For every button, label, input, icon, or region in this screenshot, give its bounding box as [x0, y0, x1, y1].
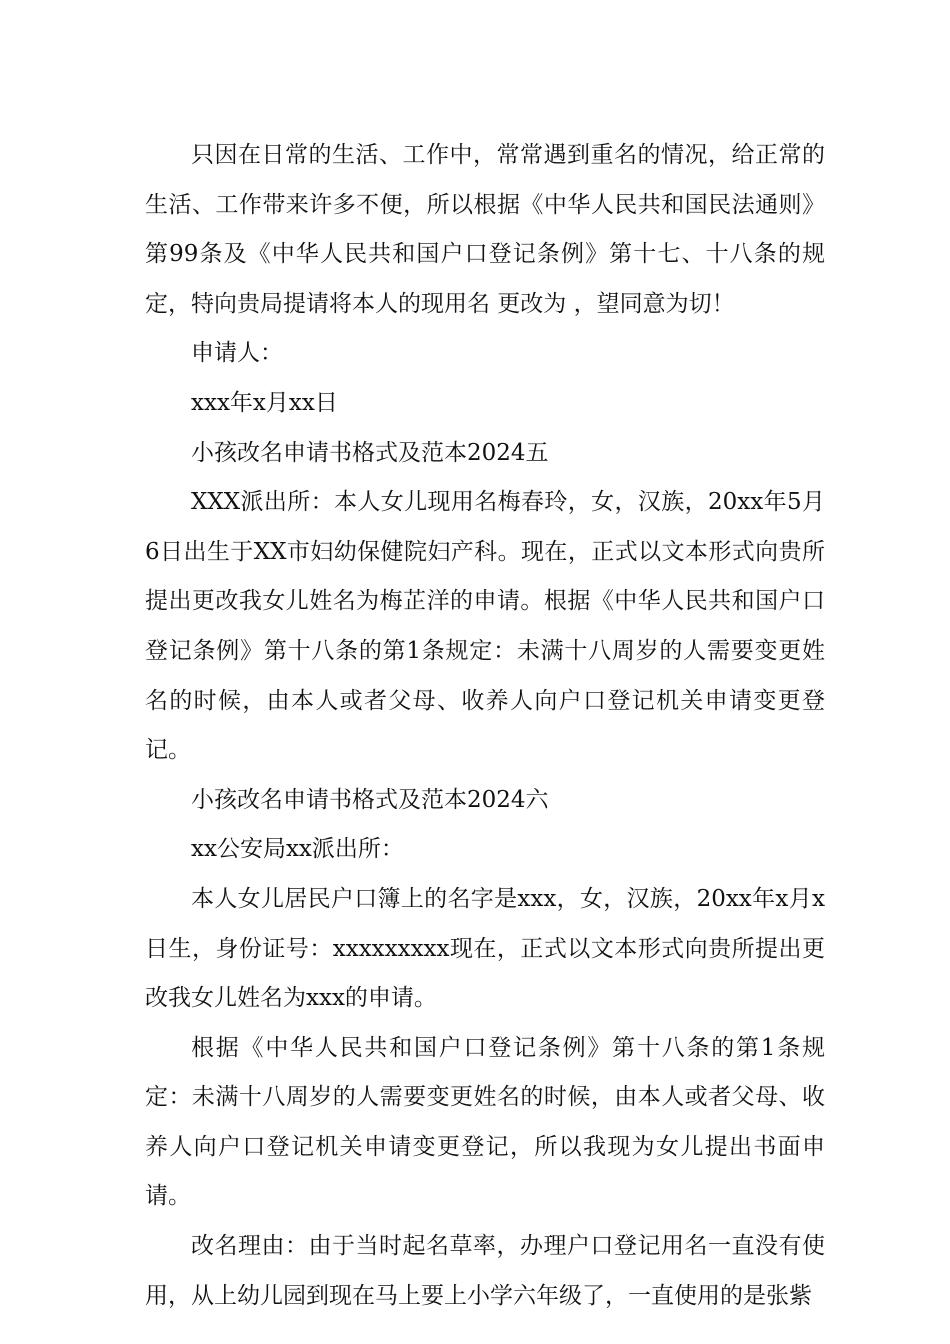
- paragraph-reason: 改名理由：由于当时起名草率，办理户口登记用名一直没有使用，从上幼儿园到现在马上要上小学六年级了，一直使用的是张紫: [145, 1233, 825, 1309]
- paragraph-date: xxx年x月xx日: [191, 389, 338, 416]
- paragraph-daughter-info: 本人女儿居民户口簿上的名字是xxx，女，汉族，20xx年x月x日生，身份证号：xxxxxxxxx现在，正式以文本形式向贵所提出更改我女儿姓名为xxx的申请。: [145, 885, 825, 1012]
- paragraph-rename-reason: 只因在日常的生活、工作中，常常遇到重名的情况，给正常的生活、工作带来许多不便，所以根据《中华人民共和国民法通则》第99条及《中华人民共和国户口登记条例》第十七、十八条的规定，特向贵局提请将本人的现用名 更改为 ，望同意为切！: [145, 142, 825, 317]
- paragraph-legal-basis: 根据《中华人民共和国户口登记条例》第十八条的第1条规定：未满十八周岁的人需要变更姓名的时候，由本人或者父母、收养人向户口登记机关申请变更登记，所以我现为女儿提出书面申请。: [145, 1034, 825, 1210]
- paragraph-police-station-letter: XXX派出所：本人女儿现用名梅春玲，女，汉族，20xx年5月6日出生于XX市妇幼保健院妇产科。现在，正式以文本形式向贵所提出更改我女儿姓名为梅芷洋的申请。根据《中华人民共和国户口登记条例》第十八条的第1条规定：未满十八周岁的人需要变更姓名的时候，由本人或者父母、收养人向户口登记机关申请变更登记。: [145, 489, 825, 764]
- section-heading-six: 小孩改名申请书格式及范本2024六: [191, 786, 549, 813]
- section-heading-five: 小孩改名申请书格式及范本2024五: [191, 439, 549, 466]
- document-body: [145, 131, 825, 1321]
- paragraph-addressee: xx公安局xx派出所：: [191, 836, 404, 863]
- paragraph-applicant: 申请人：: [191, 340, 283, 367]
